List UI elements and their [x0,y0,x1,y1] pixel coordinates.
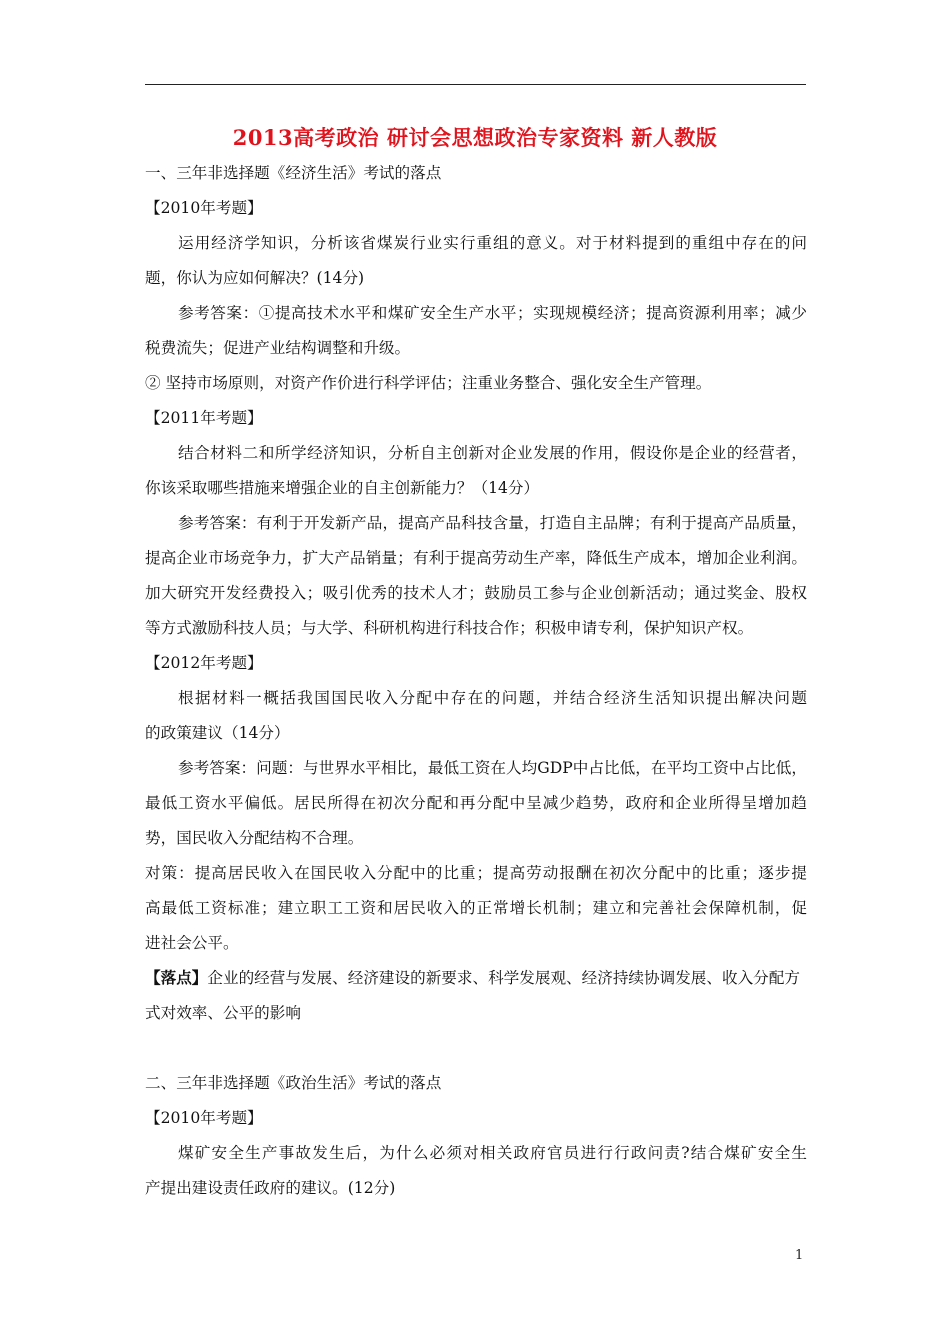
focus-text: 企业的经营与发展、经济建设的新要求、科学发展观、经济持续协调发展、收入分配方 [207,969,800,987]
section-heading-politics: 二、三年非选择题《政治生活》考试的落点 [145,1074,442,1092]
question-text: 的政策建议（14分） [145,724,290,742]
answer-text: 进社会公平。 [145,934,239,952]
question-text: 产提出建设责任政府的建议。(12分) [145,1179,396,1197]
year-label-2011: 【2011年考题】 [145,409,263,427]
answer-text: 提高企业市场竞争力，扩大产品销量；有利于提高劳动生产率，降低生产成本，增加企业利润。 [145,549,807,567]
answer-text: 最低工资水平偏低。居民所得在初次分配和再分配中呈减少趋势，政府和企业所得呈增加趋 [145,794,807,812]
year-label-2010: 【2010年考题】 [145,199,263,217]
document-title: 2013高考政治 研讨会思想政治专家资料 新人教版 [232,125,718,150]
question-text: 运用经济学知识，分析该省煤炭行业实行重组的意义。对于材料提到的重组中存在的问 [178,234,807,252]
answer-text: 高最低工资标准；建立职工工资和居民收入的正常增长机制；建立和完善社会保障机制，促 [145,899,807,917]
question-text: 你该采取哪些措施来增强企业的自主创新能力？（14分） [145,479,540,497]
year-label-2012: 【2012年考题】 [145,654,263,672]
answer-text: 势，国民收入分配结构不合理。 [145,829,364,847]
question-text: 题，你认为应如何解决？(14分) [145,269,365,287]
answer-text: 对策：提高居民收入在国民收入分配中的比重；提高劳动报酬在初次分配中的比重；逐步提 [145,864,807,882]
question-text: 煤矿安全生产事故发生后，为什么必须对相关政府官员进行行政问责?结合煤矿安全生 [178,1144,807,1162]
answer-text: ② 坚持市场原则，对资产作价进行科学评估；注重业务整合、强化安全生产管理。 [145,374,712,392]
answer-text: 参考答案：问题：与世界水平相比，最低工资在人均GDP中占比低，在平均工资中占比低， [178,759,807,777]
page-number: 1 [795,1248,804,1263]
answer-text: 税费流失；促进产业结构调整和升级。 [145,339,411,357]
question-text: 根据材料一概括我国国民收入分配中存在的问题，并结合经济生活知识提出解决问题 [178,689,807,707]
answer-text: 等方式激励科技人员；与大学、科研机构进行科技合作；积极申请专利，保护知识产权。 [145,619,754,637]
focus-text: 式对效率、公平的影响 [145,1004,301,1022]
year-label-2010: 【2010年考题】 [145,1109,263,1127]
section-heading-economics: 一、三年非选择题《经济生活》考试的落点 [145,164,442,182]
header-rule [145,84,806,85]
focus-paragraph [145,968,807,988]
answer-text: 加大研究开发经费投入；吸引优秀的技术人才；鼓励员工参与企业创新活动；通过奖金、股权 [145,584,807,602]
question-text: 结合材料二和所学经济知识，分析自主创新对企业发展的作用，假设你是企业的经营者， [178,444,807,462]
answer-text: 参考答案：①提高技术水平和煤矿安全生产水平；实现规模经济；提高资源利用率；减少 [178,304,807,322]
answer-text: 参考答案：有利于开发新产品，提高产品科技含量，打造自主品牌；有利于提高产品质量， [178,514,807,532]
focus-label: 【落点】 [145,968,208,987]
